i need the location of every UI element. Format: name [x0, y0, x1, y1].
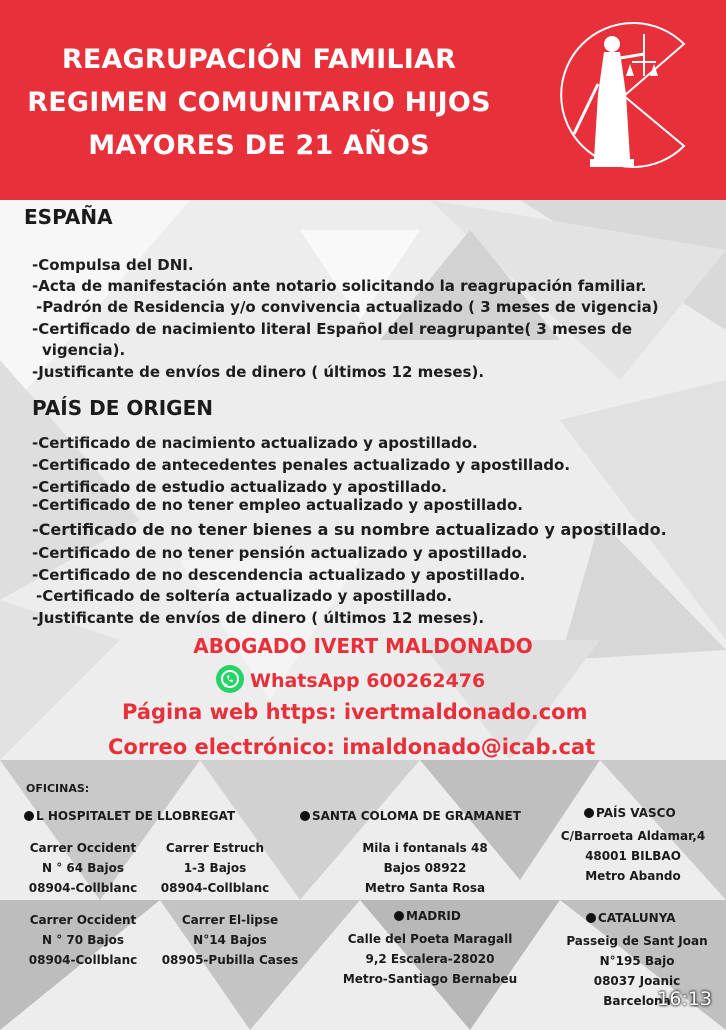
bullet-icon [584, 808, 594, 818]
origen-item: -Certificado de no tener bienes a su nombre actualizado y apostillado. [32, 520, 667, 539]
espana-item: -Padrón de Residencia y/o convivencia actualizado ( 3 meses de vigencia) [36, 298, 659, 316]
espana-item: -Justificante de envíos de dinero ( últimos 12 meses). [32, 363, 485, 381]
origen-item: -Justificante de envíos de dinero ( últimos 12 meses). [32, 609, 485, 627]
origen-item: -Certificado de nacimiento actualizado y apostillado. [32, 434, 478, 452]
office-address-madrid: Calle del Poeta Maragall 9,2 Escalera-28020 Metro-Santiago Bernabeu [342, 932, 518, 986]
origen-item: -Certificado de antecedentes penales actualizado y apostillado. [32, 456, 571, 474]
office-address-santa-coloma: Mila i fontanals 48 Bajos 08922 Metro Santa Rosa [362, 841, 488, 895]
espana-item: vigencia). [42, 341, 126, 359]
section-title-espana: ESPAÑA [24, 205, 113, 229]
office-heading-hospitalet: L HOSPITALET DE LLOBREGAT [24, 809, 235, 823]
whatsapp-number: WhatsApp 600262476 [250, 670, 486, 692]
section-title-origen: PAÍS DE ORIGEN [32, 396, 213, 420]
office-address-hospitalet-c: Carrer Occident N ° 70 Bajos 08904-Collblanc [28, 913, 138, 967]
email-link[interactable]: Correo electrónico: imaldonado@icab.cat [108, 735, 596, 759]
espana-item: -Certificado de nacimiento literal Español del reagrupante( 3 meses de [32, 320, 633, 338]
whatsapp-icon [216, 665, 244, 693]
origen-item: -Certificado de soltería actualizado y apostillado. [36, 587, 453, 605]
office-address-hospitalet-a: Carrer Occident N ° 64 Bajos 08904-Collblanc [28, 841, 138, 895]
office-address-hospitalet-d: Carrer El-lipse N°14 Bajos 08905-Pubilla Cases [161, 913, 299, 967]
lawyer-name: ABOGADO IVERT MALDONADO [193, 634, 533, 658]
bullet-icon [394, 911, 404, 921]
espana-item: -Acta de manifestación ante notario solicitando la reagrupación familiar. [32, 277, 647, 295]
origen-item: -Certificado de estudio actualizado y apostillado. [32, 478, 447, 496]
origen-item: -Certificado de no descendencia actualizado y apostillado. [32, 566, 526, 584]
bullet-icon [586, 913, 596, 923]
bullet-icon [300, 811, 310, 821]
whatsapp-line[interactable] [216, 665, 485, 693]
offices-label: OFICINAS: [26, 782, 90, 795]
office-heading-santa-coloma: SANTA COLOMA DE GRAMANET [300, 809, 521, 823]
title-line-1: REAGRUPACIÓN FAMILIAR [61, 44, 457, 75]
espana-item: -Compulsa del DNI. [32, 256, 194, 274]
office-address-pais-vasco: C/Barroeta Aldamar,4 48001 BILBAO Metro Abando [560, 829, 706, 883]
office-heading-pais-vasco: PAÍS VASCO [584, 806, 676, 820]
origen-item: -Certificado de no tener empleo actualizado y apostillado. [32, 496, 523, 514]
title-line-3: MAYORES DE 21 AÑOS [88, 130, 430, 161]
office-heading-catalunya: CATALUNYA [586, 911, 676, 925]
bullet-icon [24, 811, 34, 821]
status-time: 16:13 [657, 988, 712, 1010]
office-heading-madrid: MADRID [394, 909, 461, 923]
origen-item: -Certificado de no tener pensión actualizado y apostillado. [32, 544, 528, 562]
office-address-catalunya: Passeig de Sant Joan N°195 Bajo 08037 Joanic Barcelona [566, 934, 708, 1008]
title-line-2: REGIMEN COMUNITARIO HIJOS [27, 87, 491, 118]
website-link[interactable]: Página web https: ivertmaldonado.com [122, 700, 588, 724]
office-address-hospitalet-b: Carrer Estruch 1-3 Bajos 08904-Collblanc [160, 841, 270, 895]
